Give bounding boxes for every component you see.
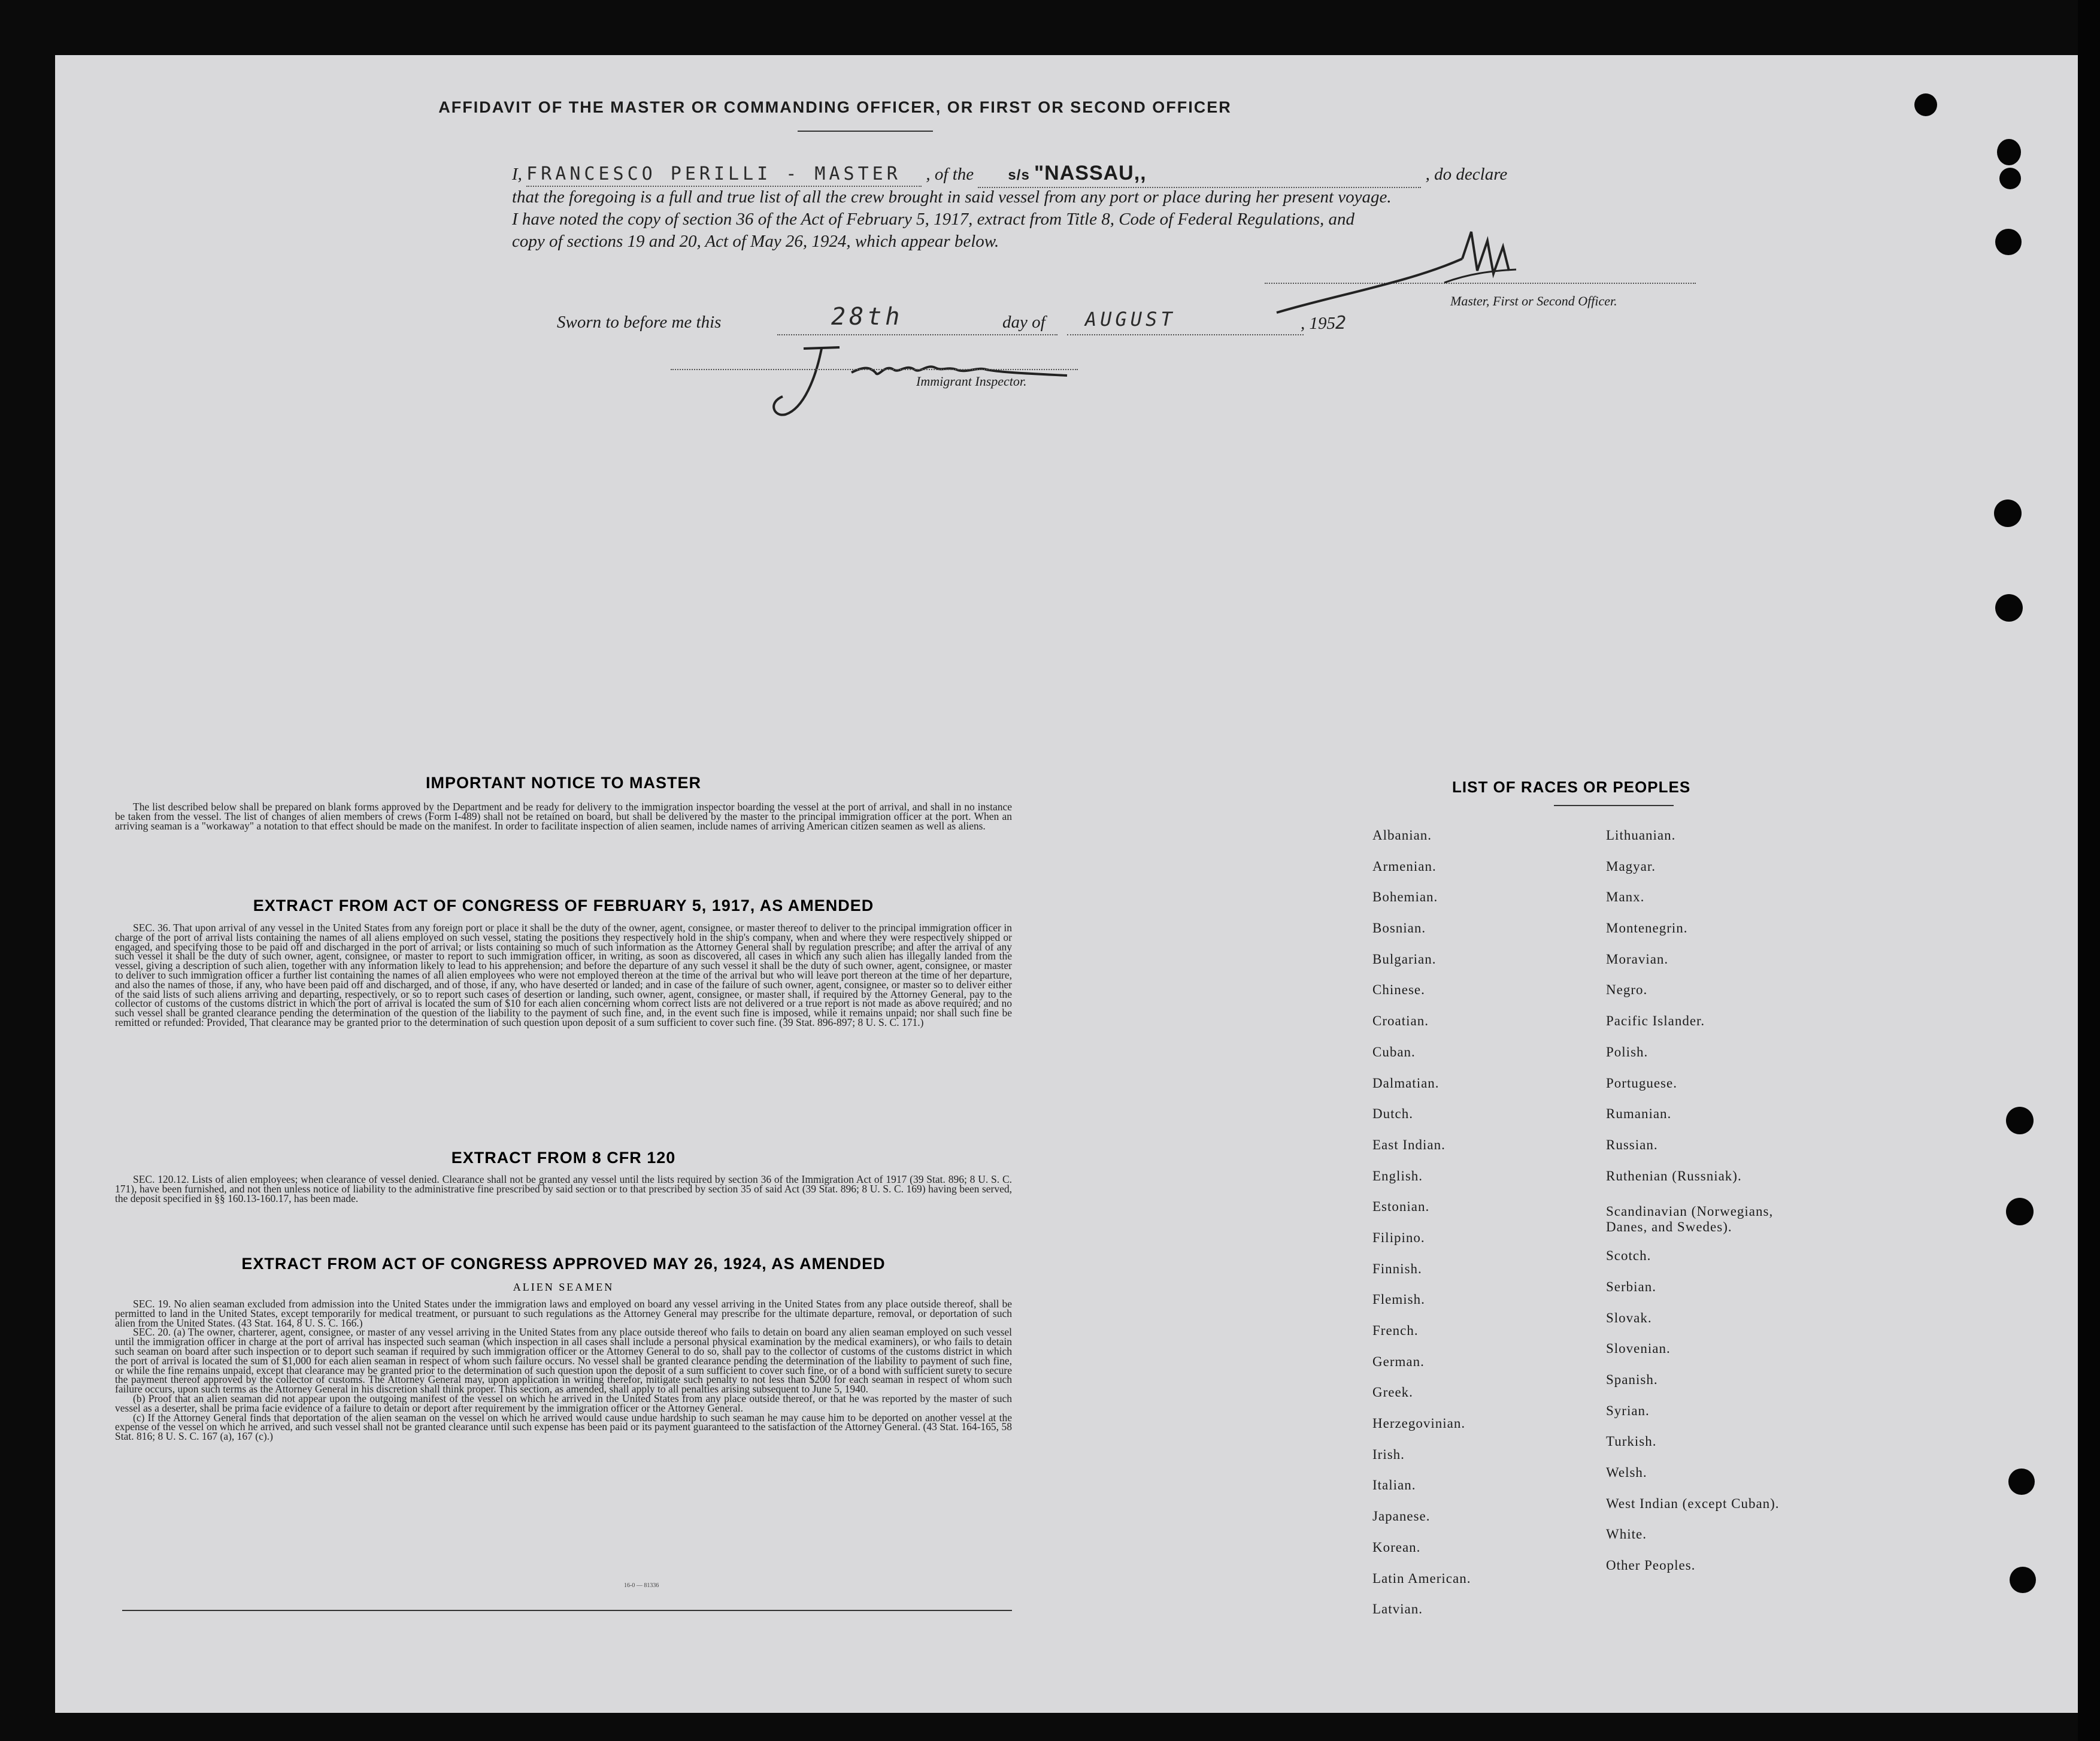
race-item: Italian. bbox=[1372, 1477, 1416, 1493]
title-rule bbox=[798, 131, 933, 132]
punch-hole bbox=[2008, 1469, 2035, 1495]
race-item: Turkish. bbox=[1606, 1434, 1657, 1449]
punch-hole bbox=[1995, 594, 2023, 622]
race-item: Korean. bbox=[1372, 1539, 1421, 1555]
extract-1917-body bbox=[115, 924, 1012, 1028]
race-item: Lithuanian. bbox=[1606, 828, 1676, 843]
race-item: Chinese. bbox=[1372, 982, 1425, 998]
sec-20a-paragraph: SEC. 20. (a) The owner, charterer, agent, consignee, or master of any vessel arriving in the United States from any place outside thereof who fails to detain on board any alien seaman employed on such vessel until the immigration officer in charge at the port of arrival has inspected such seaman (which inspection in all cases shall include a personal physical examination by the medical examiners), or who fails to detain such seaman on board after such inspection or to deport such seaman if required by such immigration officer or the Attorney General to do so, shall pay to the collector of customs of the customs district in which the port of arrival is located the sum of $1,000 for each alien seaman in respect of whom such failure occurs. No vessel shall be granted clearance pending the determination of the liability to payment of such fine, or while the fine remains unpaid, except that clearance may be granted prior to the determination of such question upon the deposit of a sum sufficient to cover such fine, or of a bond with sufficient surety to secure the payment thereof approved by the collector of customs. The Attorney General may, upon application in writing therefor, mitigate such penalty to not less than $200 for each seaman in respect of whom such failure occurs, upon such terms as the Attorney General in his discretion shall think proper. This section, as amended, shall apply to all penalties arising subsequent to June 5, 1940. bbox=[115, 1326, 1012, 1395]
race-item: Magyar. bbox=[1606, 858, 1656, 874]
race-item: Portuguese. bbox=[1606, 1075, 1677, 1091]
races-column-1 bbox=[1372, 828, 1471, 1633]
race-item: Latin American. bbox=[1372, 1570, 1471, 1586]
declaration-line-3: I have noted the copy of section 36 of the Act of February 5, 1917, extract from Title 8, Code of Federal Regulations, and bbox=[512, 210, 1355, 229]
punch-hole bbox=[1995, 229, 2022, 255]
extract-1924-body bbox=[115, 1300, 1012, 1442]
vessel-prefix: s/s bbox=[1008, 167, 1030, 183]
race-item: Serbian. bbox=[1606, 1279, 1657, 1294]
punch-hole bbox=[1914, 93, 1937, 116]
races-title: LIST OF RACES OR PEOPLES bbox=[1452, 778, 1691, 796]
race-item: Welsh. bbox=[1606, 1465, 1647, 1480]
race-item: German. bbox=[1372, 1354, 1425, 1369]
notice-paragraph: The list described below shall be prepared on blank forms approved by the Department and be ready for delivery to the immigration inspector boarding the vessel at the port of arrival, and shall in no instance be taken from the vessel. The list of changes of alien members of crews (Form I-489) shall not be retained on board, but shall be delivered by the master to the principal immigration officer at the port. When an arriving seaman is a "workaway" a notation to that effect should be made on the manifest. In order to facilitate inspection of alien seamen, include names of arriving American citizen seamen as well as aliens. bbox=[115, 801, 1012, 832]
race-item: Russian. bbox=[1606, 1137, 1658, 1152]
race-item: Pacific Islander. bbox=[1606, 1013, 1705, 1029]
sec-120-12-paragraph: SEC. 120.12. Lists of alien employees; when clearance of vessel denied. Clearance shall not be granted any vessel until the lists required by section 36 of the Immigration Act of 1917 (39 Stat. 896; 8 U. S. C. 171), have been furnished, and not then unless notice of liability to the administrative fine prescribed by said section or to that prescribed by section 35 of said Act (39 Stat. 896; 8 U. S. C. 169) having been served, the deposit specified in §§ 160.13-160.17, has been made. bbox=[115, 1173, 1012, 1204]
race-item: Bohemian. bbox=[1372, 889, 1438, 905]
printer-mark: 16-0 — 81336 bbox=[624, 1582, 659, 1589]
race-item: Other Peoples. bbox=[1606, 1558, 1696, 1573]
race-item: Polish. bbox=[1606, 1044, 1649, 1059]
declaration-line-1 bbox=[512, 162, 1704, 188]
race-item: Albanian. bbox=[1372, 828, 1432, 843]
race-item: Armenian. bbox=[1372, 858, 1437, 874]
race-item: Syrian. bbox=[1606, 1403, 1650, 1418]
sworn-day-of: day of bbox=[1002, 313, 1046, 332]
race-item: Dalmatian. bbox=[1372, 1075, 1440, 1091]
race-item: Bosnian. bbox=[1372, 921, 1426, 936]
sworn-month: AUGUST bbox=[1085, 308, 1176, 331]
race-item: Rumanian. bbox=[1606, 1106, 1672, 1122]
sec-20c-paragraph: (c) If the Attorney General finds that deportation of the alien seaman on the vessel on which he arrived would cause undue hardship to such seaman he may cause him to be deported on another vessel at the expense of the vessel on which he arrived, and such vessel shall not be granted clearance until such expense has been paid or its payment guaranteed to the satisfaction of the Attorney General. (43 Stat. 164-165, 58 Stat. 816; 8 U. S. C. 167 (a), 167 (c).) bbox=[115, 1411, 1012, 1443]
race-item: Scotch. bbox=[1606, 1248, 1651, 1264]
race-item: Slovak. bbox=[1606, 1310, 1652, 1325]
sworn-day: 28th bbox=[831, 303, 904, 331]
notice-heading: IMPORTANT NOTICE TO MASTER bbox=[426, 774, 701, 792]
race-item: Greek. bbox=[1372, 1385, 1413, 1400]
sworn-year-prefix: , 195 bbox=[1301, 314, 1335, 333]
extract-cfr-heading: EXTRACT FROM 8 CFR 120 bbox=[451, 1149, 676, 1167]
bottom-rule bbox=[122, 1610, 1012, 1611]
race-item: French. bbox=[1372, 1323, 1419, 1338]
race-item: Bulgarian. bbox=[1372, 951, 1437, 967]
inspector-signature-caption: Immigrant Inspector. bbox=[916, 374, 1027, 389]
race-item: Spanish. bbox=[1606, 1372, 1658, 1387]
race-item: Finnish. bbox=[1372, 1261, 1422, 1276]
race-item: West Indian (except Cuban). bbox=[1606, 1495, 1780, 1511]
punch-hole bbox=[2006, 1198, 2034, 1225]
race-item: Montenegrin. bbox=[1606, 921, 1688, 936]
punch-hole bbox=[2010, 1567, 2036, 1593]
extract-1924-heading: EXTRACT FROM ACT OF CONGRESS APPROVED MAY 26, 1924, AS AMENDED bbox=[241, 1255, 886, 1273]
master-name: FRANCESCO PERILLI - MASTER bbox=[526, 163, 922, 187]
inspector-signature-line bbox=[671, 369, 1078, 370]
declaration-of-the: , of the bbox=[926, 165, 974, 184]
sworn-year-field bbox=[1301, 313, 1346, 334]
affidavit-title: AFFIDAVIT OF THE MASTER OR COMMANDING OFFICER, OR FIRST OR SECOND OFFICER bbox=[438, 98, 1232, 116]
declaration-prefix: I, bbox=[512, 165, 522, 184]
punch-hole bbox=[2006, 1107, 2034, 1134]
race-item: Filipino. bbox=[1372, 1230, 1425, 1245]
vessel-field bbox=[978, 162, 1421, 188]
vessel-name: "NASSAU,, bbox=[1034, 162, 1147, 184]
master-signature-caption: Master, First or Second Officer. bbox=[1450, 293, 1617, 308]
punch-hole bbox=[1994, 499, 2022, 527]
notice-body bbox=[115, 803, 1012, 831]
race-item: White. bbox=[1606, 1527, 1647, 1542]
race-item: Estonian. bbox=[1372, 1199, 1430, 1215]
sworn-prefix: Sworn to before me this bbox=[557, 313, 722, 332]
scan-edge bbox=[2078, 0, 2100, 1741]
extract-cfr-body bbox=[115, 1175, 1012, 1203]
race-item: Flemish. bbox=[1372, 1292, 1425, 1307]
race-item: Negro. bbox=[1606, 982, 1648, 998]
declaration-line-2: that the foregoing is a full and true list of all the crew brought in said vessel from any port or place during her present voyage. bbox=[512, 187, 1392, 207]
declaration-suffix: , do declare bbox=[1425, 165, 1508, 184]
race-item: Moravian. bbox=[1606, 951, 1669, 967]
alien-seamen-subheading: ALIEN SEAMEN bbox=[513, 1281, 614, 1293]
race-item: Irish. bbox=[1372, 1446, 1405, 1462]
race-item: Scandinavian (Norwegians, Danes, and Swedes). bbox=[1606, 1204, 1774, 1235]
race-item: Cuban. bbox=[1372, 1044, 1416, 1059]
race-item: English. bbox=[1372, 1168, 1423, 1183]
sec-19-paragraph: SEC. 19. No alien seaman excluded from admission into the United States under the immigration laws and employed on board any vessel arriving in the United States from any place outside thereof, shall be permitted to land in the United States, except temporarily for medical treatment, or pursuant to such regulations as the Attorney General may prescribe for the ultimate departure, removal, or deportation of such alien from the United States. (43 Stat. 164, 8 U. S. C. 166.) bbox=[115, 1298, 1012, 1329]
race-item: Dutch. bbox=[1372, 1106, 1413, 1122]
extract-1917-heading: EXTRACT FROM ACT OF CONGRESS OF FEBRUARY 5, 1917, AS AMENDED bbox=[253, 897, 874, 915]
declaration-line-4: copy of sections 19 and 20, Act of May 26, 1924, which appear below. bbox=[512, 232, 999, 251]
race-item: Croatian. bbox=[1372, 1013, 1429, 1029]
race-item: Japanese. bbox=[1372, 1509, 1431, 1524]
punch-hole bbox=[1997, 139, 2021, 165]
race-item: Manx. bbox=[1606, 889, 1645, 905]
race-item: East Indian. bbox=[1372, 1137, 1446, 1152]
sec-20b-paragraph: (b) Proof that an alien seaman did not appear upon the outgoing manifest of the vessel on which he arrived in the United States from any place outside thereof, or that he was reported by the master of such vessel as a deserter, shall be prima facie evidence of a failure to detain or deport after requirement by the immigration officer or the Attorney General. bbox=[115, 1392, 1012, 1414]
manifest-page bbox=[55, 55, 2078, 1713]
races-column-2 bbox=[1606, 828, 1804, 1589]
races-title-rule bbox=[1554, 805, 1674, 806]
sworn-year-suffix: 2 bbox=[1335, 313, 1347, 334]
race-item: Ruthenian (Russniak). bbox=[1606, 1168, 1742, 1183]
sec-36-paragraph: SEC. 36. That upon arrival of any vessel in the United States from any foreign port or place it shall be the duty of the owner, agent, consignee, or master thereof to deliver to the principal immigration officer in charge of the port of arrival lists containing the names of all aliens employed on such vessel, stating the positions they respectively hold in the ship's company, when and where they were respectively shipped or engaged, and specifying those to be paid off and discharged in the port of arrival; or lists containing so much of such information as the Attorney General shall by regulation prescribe; and after the arrival of any such vessel it shall be the duty of such owner, agent, consignee, or master to report to such immigration officer, in writing, as soon as discovered, all cases in which any such alien has illegally landed from the vessel, giving a description of such alien, together with any information likely to lead to his apprehension; and before the departure of any such vessel it shall be the duty of such owner, agent, consignee, or master to deliver to such immigration officer a further list containing the names of all alien employees who were not employed thereon at the time of the arrival but who will leave port thereon at the time of her departure, and also the names of those, if any, who have been paid off and discharged, and of those, if any, who have deserted or landed; and in case of the failure of such owner, agent, consignee, or master so to deliver either of the said lists of such aliens arriving and departing, respectively, or so to report such cases of desertion or landing, such owner, agent, consignee, or master shall, if required by the Attorney General, pay to the collector of customs of the customs district in which the port of arrival is located the sum of $10 for each alien concerning whom correct lists are not delivered or a true report is not made as above required; and no such vessel shall be granted clearance pending the determination of the question of the liability to the payment of such fine, and, in the event such fine is imposed, while it remains unpaid; nor shall such fine be remitted or refunded: Provided, That clearance may be granted prior to the determination of such question upon deposit of a sum sufficient to cover such fine. (39 Stat. 896-897; 8 U. S. C. 171.) bbox=[115, 922, 1012, 1028]
race-item: Slovenian. bbox=[1606, 1341, 1671, 1357]
race-item: Latvian. bbox=[1372, 1601, 1423, 1617]
punch-hole bbox=[1999, 168, 2021, 189]
race-item: Herzegovinian. bbox=[1372, 1416, 1466, 1431]
